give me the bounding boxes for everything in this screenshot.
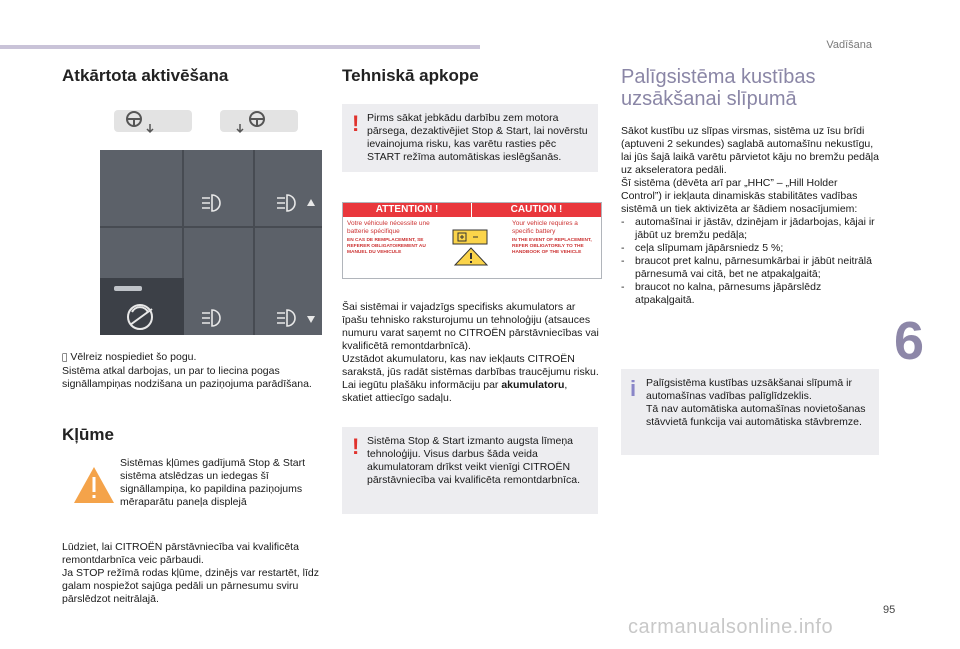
attention-heading: ATTENTION ! [343,203,471,217]
exclamation-icon: ! [352,434,360,459]
instruction-text [62,351,324,365]
exclamation-icon: ! [352,111,360,136]
column-hill-start [621,62,879,455]
heading-hill-start-line1: Palīgsistēma kustības [621,66,816,88]
warning-note-2 [342,427,598,514]
attention-smalltext: EN CAS DE REMPLACEMENT, SE REFERER OBLIGATOIREMENT AU MANUEL DU VEHICULE [347,238,426,255]
column-reactivation [62,62,324,606]
list-item: - ceļa slīpumam jāpārsniedz 5 %; [621,242,879,255]
heading-fault: Kļūme [62,425,114,444]
watermark: carmanualsonline.info [628,616,834,638]
chapter-number: 6 [894,311,925,371]
info-note-text: Palīgsistēma kustības uzsākšanai slīpumā ir automašīnas vadības palīglīdzeklis. Tā nav automātiska automašīnas novietošanas stāvvietā funkcija vai automātiska stāvbremze. [646,377,866,428]
battery-paragraph-2: Uzstādot akumulatoru, kas nav iekļauts CITROËN sarakstā, jūs radāt sistēmas darbības traucējumu risku. [342,353,599,378]
warning-note-1 [342,104,598,172]
fault-note-text: Sistēmas kļūmes gadījumā Stop & Start sistēma atslēdzas un iedegas šī signāllampiņa, ko papildina paziņojums mēraparātu paneļa displejā [120,457,305,508]
battery-paragraph-3 [342,379,600,405]
info-icon: i [630,376,637,401]
instruction-arrow [62,353,67,363]
battery-label-right [472,203,601,278]
fault-paragraph-1: Lūdziet, lai CITROËN pārstāvniecība vai kvalificēta remontdarbnīca veic pārbaudi. [62,541,299,566]
battery-label [342,202,602,279]
hill-start-paragraph-2: Šī sistēma (dēvēta arī par „HHC” – „Hill Holder Control”) ir iekļauta dinamiskās stabilitātes vadības sistēmā un tiek aktivizēta ar šādiem nosacījumiem: [621,177,858,215]
fault-note [62,457,324,531]
battery-warning-icon [451,227,491,267]
caution-subtext: Your vehicle requires a specific battery [512,220,578,235]
list-item: - automašīnai ir jāstāv, dzinējam ir jādarbojas, kājai ir jābūt uz bremžu pedāļa; [621,216,879,242]
list-item: - braucot no kalna, pārnesums jāpārslēdz atpakaļgaitā. [621,281,879,307]
battery-paragraph-3-pre: Lai iegūtu plašāku informāciju par [342,379,502,391]
caution-heading: CAUTION ! [472,203,601,217]
battery-paragraph-1: Šai sistēmai ir vajadzīgs specifisks akumulators ar īpašu tehnisko raksturojumu un tehnoloģiju (atsauces numuru varat saņemt no CITROËN pārstāvniecības vai kvalificētā remontdarbnīcā). [342,301,599,352]
battery-paragraph-3-post: , skatiet attiecīgo sadaļu. [342,379,568,404]
heading-hill-start-line2: uzsākšanai slīpumā [621,88,797,110]
battery-link[interactable]: akumulatoru [501,379,565,391]
section-title: Vadīšana [826,39,872,51]
warning-note-1-text: Pirms sākat jebkādu darbību zem motora pārsega, dezaktivējiet Stop & Start, lai novērstu ievainojuma risku, kas varētu rasties pēc START režīma automātiskas ieslēgšanās. [367,112,588,163]
header-bar [0,45,480,49]
heading-reactivation: Atkārtota aktivēšana [62,66,229,85]
info-note [621,369,879,455]
stop-start-panel-illustration [62,110,324,335]
page-number: 95 [883,604,896,616]
heading-hill-start [621,66,879,110]
column-maintenance [342,62,600,514]
conditions-list [621,216,879,307]
caution-smalltext: IN THE EVENT OF REPLACEMENT, REFER OBLIGATORILY TO THE HANDBOOK OF THE VEHICLE [512,238,592,255]
fault-paragraph-2: Ja STOP režīmā rodas kļūme, dzinējs var restartēt, līdz galam nospiežot sajūga pedāli un pārnesumu sviru pārslēdzot neitrālajā. [62,567,319,605]
hill-start-paragraph-1: Sākot kustību uz slīpas virsmas, sistēma uz īsu brīdi (aptuveni 2 sekundes) saglabā automašīnu nekustīgu, lai jūs šajā laikā varētu pārvietot kāju no bremžu pedāļa uz akseleratora pedāli. [621,125,879,176]
list-item: - braucot pret kalnu, pārnesumkārbai ir jābūt neitrālā pārnesumā vai citā, bet ne atpakaļgaitā; [621,255,879,281]
heading-maintenance: Tehniskā apkope [342,66,479,85]
warning-triangle-icon [72,465,116,505]
warning-note-2-text: Sistēma Stop & Start izmanto augsta līmeņa tehnoloģiju. Visus darbus šāda veida akumulatoram drīkst veikt vienīgi CITROËN pārstāvniecība vai kvalificēta remontdarbnīca. [367,435,581,486]
reactivation-paragraph: Sistēma atkal darbojas, un par to liecina pogas signāllampiņas nodzišana un paziņojuma parādīšana. [62,365,312,390]
attention-subtext: Votre véhicule nécessite une batterie spécifique [347,220,430,235]
instruction-label: Vēlreiz nospiediet šo pogu. [62,351,189,363]
